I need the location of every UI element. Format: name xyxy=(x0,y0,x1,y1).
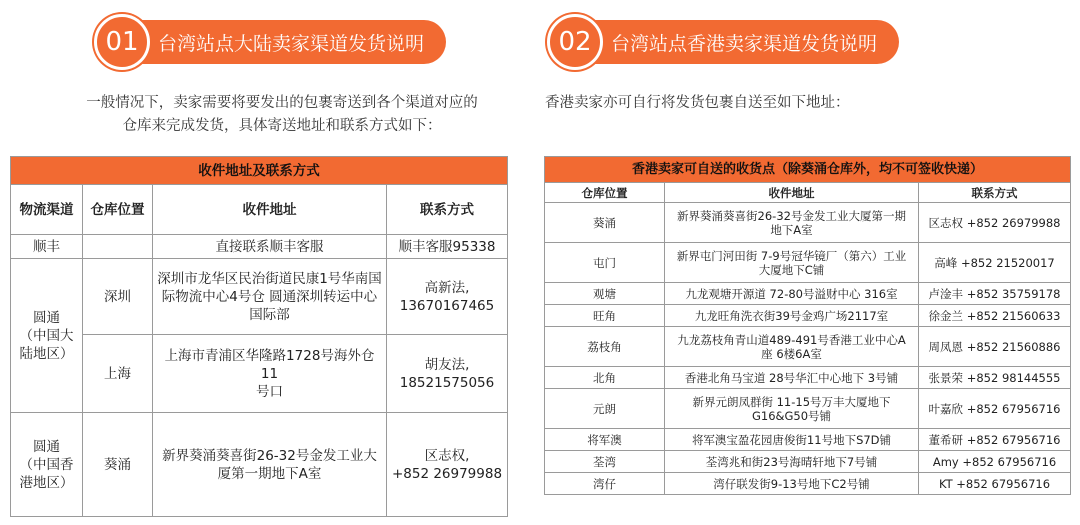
intro-line: 一般情况下，卖家需要将要发出的包裹寄送到各个渠道对应的 xyxy=(86,95,478,111)
table-row xyxy=(545,429,1071,451)
address-line: 九龙荔枝角青山道489-491号香港工业中心A xyxy=(677,332,906,347)
location-cell: 旺角 xyxy=(545,305,665,327)
address-line: 九龙观塘开源道 72-80号溢财中心 316室 xyxy=(685,286,898,301)
address-line: 新界元朗凤群街 11-15号万丰大厦地下 xyxy=(692,394,891,409)
contact-cell: 顺丰客服95338 xyxy=(387,235,508,259)
address-line: 座 6楼6A室 xyxy=(761,346,822,361)
address-line: 上海市青浦区华隆路1728号海外仓11 xyxy=(164,347,375,382)
address-line: 大厦地下C铺 xyxy=(758,262,825,277)
address-cell xyxy=(665,367,919,389)
intro-line: 仓库来完成发货，具体寄送地址和联系方式如下： xyxy=(122,118,442,134)
address-line: 湾仔联发街9-13号地下C2号铺 xyxy=(713,476,870,491)
column-header: 物流渠道 xyxy=(11,185,83,235)
address-cell xyxy=(665,451,919,473)
address-line: 香港北角马宝道 28号华汇中心地下 3号铺 xyxy=(684,370,899,385)
location-cell: 上海 xyxy=(83,335,153,413)
address-cell xyxy=(665,305,919,327)
channel-cell xyxy=(11,413,83,517)
section-2-title: 台湾站点香港卖家渠道发货说明 xyxy=(611,32,878,55)
channel-line: 圆通 xyxy=(33,309,60,326)
contact-cell: 高峰 +852 21520017 xyxy=(919,243,1071,283)
address-cell xyxy=(153,335,387,413)
channel-line: （中国大 xyxy=(19,327,74,344)
contact-cell xyxy=(387,335,508,413)
table-row xyxy=(545,283,1071,305)
contact-cell: 叶嘉欣 +852 67956716 xyxy=(919,389,1071,429)
contact-cell: 徐金兰 +852 21560633 xyxy=(919,305,1071,327)
contact-line: 高新法, xyxy=(424,279,470,296)
location-cell: 葵涌 xyxy=(545,203,665,243)
contact-line: 区志权, xyxy=(424,447,470,464)
address-line: 将军澳宝盈花园唐俊街11号地下S7D铺 xyxy=(691,432,892,447)
contact-line: +852 26979988 xyxy=(391,465,503,482)
table-row xyxy=(545,305,1071,327)
address-cell xyxy=(665,203,919,243)
shipping-address-table xyxy=(10,156,508,517)
address-cell xyxy=(665,473,919,495)
address-line: 新界屯门河田街 7-9号冠华镜厂（第六）工业 xyxy=(676,248,907,263)
address-line: 九龙旺角洗衣街39号金鸡广场2117室 xyxy=(694,308,889,323)
table-row xyxy=(545,451,1071,473)
address-cell xyxy=(665,243,919,283)
address-line: 新界葵涌葵喜街26-32号金发工业大厦第一期 xyxy=(677,208,906,223)
channel-line: （中国香 xyxy=(19,456,74,473)
section-1-header xyxy=(100,20,446,64)
address-line: 荃湾兆和街23号海晴轩地下7号铺 xyxy=(705,454,878,469)
contact-cell xyxy=(387,413,508,517)
table-row xyxy=(11,259,508,335)
address-line: 号口 xyxy=(256,383,283,400)
contact-line: 13670167465 xyxy=(399,297,495,314)
contact-line: 18521575056 xyxy=(399,374,495,391)
section-2-number: 02 xyxy=(547,14,603,70)
address-cell: 直接联系顺丰客服 xyxy=(153,235,387,259)
address-cell xyxy=(153,259,387,335)
table-2-banner: 香港卖家可自送的收货点（除葵涌仓库外，均不可签收快递） xyxy=(545,157,1071,183)
location-cell: 北角 xyxy=(545,367,665,389)
contact-cell: 区志权 +852 26979988 xyxy=(919,203,1071,243)
table-row xyxy=(11,335,508,413)
contact-cell: KT +852 67956716 xyxy=(919,473,1071,495)
address-cell xyxy=(153,413,387,517)
section-1-number: 01 xyxy=(94,14,150,70)
table-1-banner: 收件地址及联系方式 xyxy=(11,157,508,185)
location-cell: 观塘 xyxy=(545,283,665,305)
table-row xyxy=(11,413,508,517)
column-header: 仓库位置 xyxy=(545,183,665,203)
channel-line: 圆通 xyxy=(33,438,60,455)
column-header: 收件地址 xyxy=(665,183,919,203)
contact-cell: 卢淦丰 +852 35759178 xyxy=(919,283,1071,305)
location-cell: 葵涌 xyxy=(83,413,153,517)
address-line: 厦第一期地下A室 xyxy=(217,465,322,482)
contact-cell: 董希研 +852 67956716 xyxy=(919,429,1071,451)
section-1-title: 台湾站点大陆卖家渠道发货说明 xyxy=(158,32,425,55)
table-row xyxy=(545,473,1071,495)
location-cell: 荔枝角 xyxy=(545,327,665,367)
address-line: 地下A室 xyxy=(770,222,813,237)
address-line: G16&G50号铺 xyxy=(751,408,832,423)
location-cell: 元朗 xyxy=(545,389,665,429)
column-header: 收件地址 xyxy=(153,185,387,235)
location-cell: 荃湾 xyxy=(545,451,665,473)
contact-cell: 周凤恩 +852 21560886 xyxy=(919,327,1071,367)
location-cell xyxy=(83,235,153,259)
location-cell: 深圳 xyxy=(83,259,153,335)
table-row xyxy=(545,389,1071,429)
location-cell: 屯门 xyxy=(545,243,665,283)
table-row xyxy=(11,235,508,259)
channel-cell: 顺丰 xyxy=(11,235,83,259)
location-cell: 将军澳 xyxy=(545,429,665,451)
column-header: 仓库位置 xyxy=(83,185,153,235)
address-cell xyxy=(665,389,919,429)
address-cell xyxy=(665,327,919,367)
section-1-intro xyxy=(62,92,502,138)
channel-line: 陆地区） xyxy=(19,345,74,362)
contact-cell xyxy=(387,259,508,335)
column-header: 联系方式 xyxy=(919,183,1071,203)
contact-line: 胡友法, xyxy=(424,356,470,373)
column-header: 联系方式 xyxy=(387,185,508,235)
location-cell: 湾仔 xyxy=(545,473,665,495)
address-line: 新界葵涌葵喜街26-32号金发工业大 xyxy=(162,447,377,464)
table-row xyxy=(545,367,1071,389)
table-row xyxy=(545,327,1071,367)
contact-cell: 张景荣 +852 98144555 xyxy=(919,367,1071,389)
channel-cell xyxy=(11,259,83,413)
table-row xyxy=(545,203,1071,243)
section-2-header xyxy=(553,20,899,64)
table-row xyxy=(545,243,1071,283)
contact-cell: Amy +852 67956716 xyxy=(919,451,1071,473)
address-cell xyxy=(665,429,919,451)
channel-line: 港地区） xyxy=(19,474,74,491)
address-cell xyxy=(665,283,919,305)
hk-dropoff-table xyxy=(544,156,1071,495)
address-line: 深圳市龙华区民治街道民康1号华南国 xyxy=(157,270,382,287)
section-2-intro: 香港卖家亦可自行将发货包裹自送至如下地址： xyxy=(545,95,850,111)
address-line: 国际部 xyxy=(249,306,290,323)
address-line: 际物流中心4号仓 圆通深圳转运中心 xyxy=(161,288,378,305)
